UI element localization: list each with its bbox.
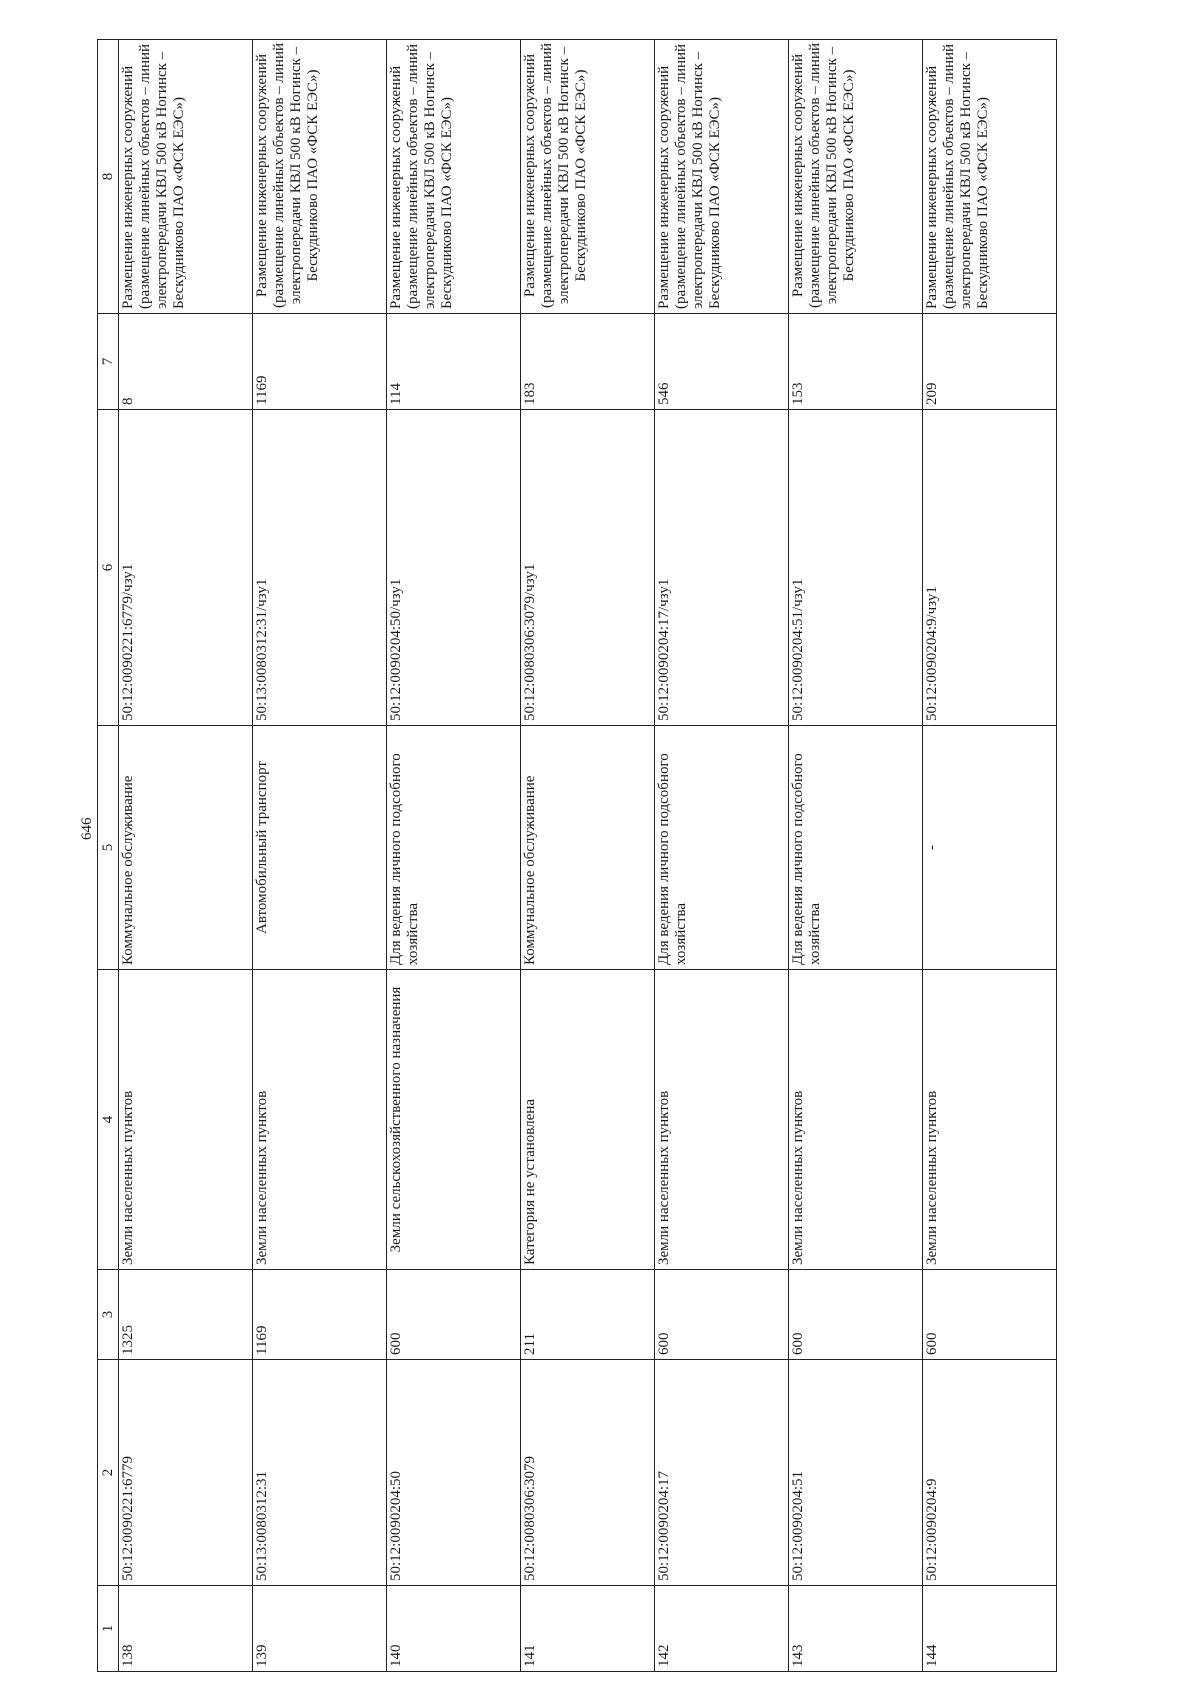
cadastral-number-cell: 50:12:0080306:3079	[521, 1360, 655, 1586]
col-header-2: 2	[98, 1360, 119, 1586]
cadastral-number-cell: 50:12:0090204:50	[387, 1360, 521, 1586]
land-category-cell: Земли населенных пунктов	[253, 970, 387, 1270]
plot-part-area-cell: 114	[387, 314, 521, 410]
plot-part-number-cell: 50:13:0080312:31/чзу1	[253, 410, 387, 726]
permitted-use-cell: Для ведения личного подсобного хозяйства	[387, 726, 521, 970]
plot-part-number-cell: 50:12:0090204:51/чзу1	[789, 410, 923, 726]
land-category-cell: Земли населенных пунктов	[923, 970, 1057, 1270]
row-number-cell: 144	[923, 1586, 1057, 1672]
plot-area-cell: 600	[789, 1270, 923, 1360]
land-category-cell: Земли населенных пунктов	[655, 970, 789, 1270]
land-category-cell: Земли населенных пунктов	[119, 970, 253, 1270]
plot-part-area-cell: 8	[119, 314, 253, 410]
land-category-cell: Категория не установлена	[521, 970, 655, 1270]
col-header-8: 8	[98, 40, 119, 314]
plot-part-number-cell: 50:12:0080306:3079/чзу1	[521, 410, 655, 726]
plot-part-area-cell: 1169	[253, 314, 387, 410]
table-row	[655, 40, 789, 1672]
cadastral-number-cell: 50:12:0090204:9	[923, 1360, 1057, 1586]
plot-area-cell: 1325	[119, 1270, 253, 1360]
plot-part-number-cell: 50:12:0090204:17/чзу1	[655, 410, 789, 726]
col-header-4: 4	[98, 970, 119, 1270]
col-header-5: 5	[98, 726, 119, 970]
row-number-cell: 138	[119, 1586, 253, 1672]
cadastral-number-cell: 50:12:0090221:6779	[119, 1360, 253, 1586]
plot-part-area-cell: 153	[789, 314, 923, 410]
table-row	[789, 40, 923, 1672]
row-number-cell: 139	[253, 1586, 387, 1672]
page-number: 646	[79, 817, 95, 840]
col-header-6: 6	[98, 410, 119, 726]
table-row	[119, 40, 253, 1672]
purpose-cell: Размещение инженерных сооружений (размещение линейных объектов – линий электропередачи КВЛ 500 кВ Ногинск – Бескудниково ПАО «ФСК ЕЭС»)	[923, 40, 1057, 314]
plot-area-cell: 211	[521, 1270, 655, 1360]
cadastral-number-cell: 50:12:0090204:17	[655, 1360, 789, 1586]
plot-area-cell: 1169	[253, 1270, 387, 1360]
permitted-use-cell: Для ведения личного подсобного хозяйства	[655, 726, 789, 970]
land-category-cell: Земли населенных пунктов	[789, 970, 923, 1270]
permitted-use-cell: -	[923, 726, 1057, 970]
plot-part-area-cell: 183	[521, 314, 655, 410]
cadastral-number-cell: 50:12:0090204:51	[789, 1360, 923, 1586]
purpose-cell: Размещение инженерных сооружений (размещение линейных объектов – линий электропередачи КВЛ 500 кВ Ногинск – Бескудниково ПАО «ФСК ЕЭС»)	[119, 40, 253, 314]
permitted-use-cell: Для ведения личного подсобного хозяйства	[789, 726, 923, 970]
land-category-cell: Земли сельскохозяйственного назначения	[387, 970, 521, 1270]
plot-part-area-cell: 209	[923, 314, 1057, 410]
permitted-use-cell: Коммунальное обслуживание	[521, 726, 655, 970]
col-header-7: 7	[98, 314, 119, 410]
header-row	[98, 40, 119, 1672]
row-number-cell: 141	[521, 1586, 655, 1672]
col-header-3: 3	[98, 1270, 119, 1360]
purpose-cell: Размещение инженерных сооружений (размещение линейных объектов – линий электропередачи КВЛ 500 кВ Ногинск – Бескудниково ПАО «ФСК ЕЭС»)	[789, 40, 923, 314]
row-number-cell: 140	[387, 1586, 521, 1672]
table-row	[521, 40, 655, 1672]
table-row	[253, 40, 387, 1672]
table-body	[119, 40, 1057, 1672]
plot-part-number-cell: 50:12:0090221:6779/чзу1	[119, 410, 253, 726]
plot-part-area-cell: 546	[655, 314, 789, 410]
purpose-cell: Размещение инженерных сооружений (размещение линейных объектов – линий электропередачи КВЛ 500 кВ Ногинск – Бескудниково ПАО «ФСК ЕЭС»)	[655, 40, 789, 314]
row-number-cell: 142	[655, 1586, 789, 1672]
plot-area-cell: 600	[923, 1270, 1057, 1360]
plot-area-cell: 600	[655, 1270, 789, 1360]
permitted-use-cell: Автомобильный транспорт	[253, 726, 387, 970]
plot-part-number-cell: 50:12:0090204:50/чзу1	[387, 410, 521, 726]
plot-part-number-cell: 50:12:0090204:9/чзу1	[923, 410, 1057, 726]
col-header-1: 1	[98, 1586, 119, 1672]
purpose-cell: Размещение инженерных сооружений (размещение линейных объектов – линий электропередачи КВЛ 500 кВ Ногинск – Бескудниково ПАО «ФСК ЕЭС»)	[387, 40, 521, 314]
table-row	[387, 40, 521, 1672]
purpose-cell: Размещение инженерных сооружений (размещение линейных объектов – линий электропередачи КВЛ 500 кВ Ногинск – Бескудниково ПАО «ФСК ЕЭС»)	[253, 40, 387, 314]
plot-area-cell: 600	[387, 1270, 521, 1360]
purpose-cell: Размещение инженерных сооружений (размещение линейных объектов – линий электропередачи КВЛ 500 кВ Ногинск – Бескудниково ПАО «ФСК ЕЭС»)	[521, 40, 655, 314]
row-number-cell: 143	[789, 1586, 923, 1672]
land-plots-table	[97, 39, 1057, 1672]
cadastral-number-cell: 50:13:0080312:31	[253, 1360, 387, 1586]
permitted-use-cell: Коммунальное обслуживание	[119, 726, 253, 970]
table-row	[923, 40, 1057, 1672]
